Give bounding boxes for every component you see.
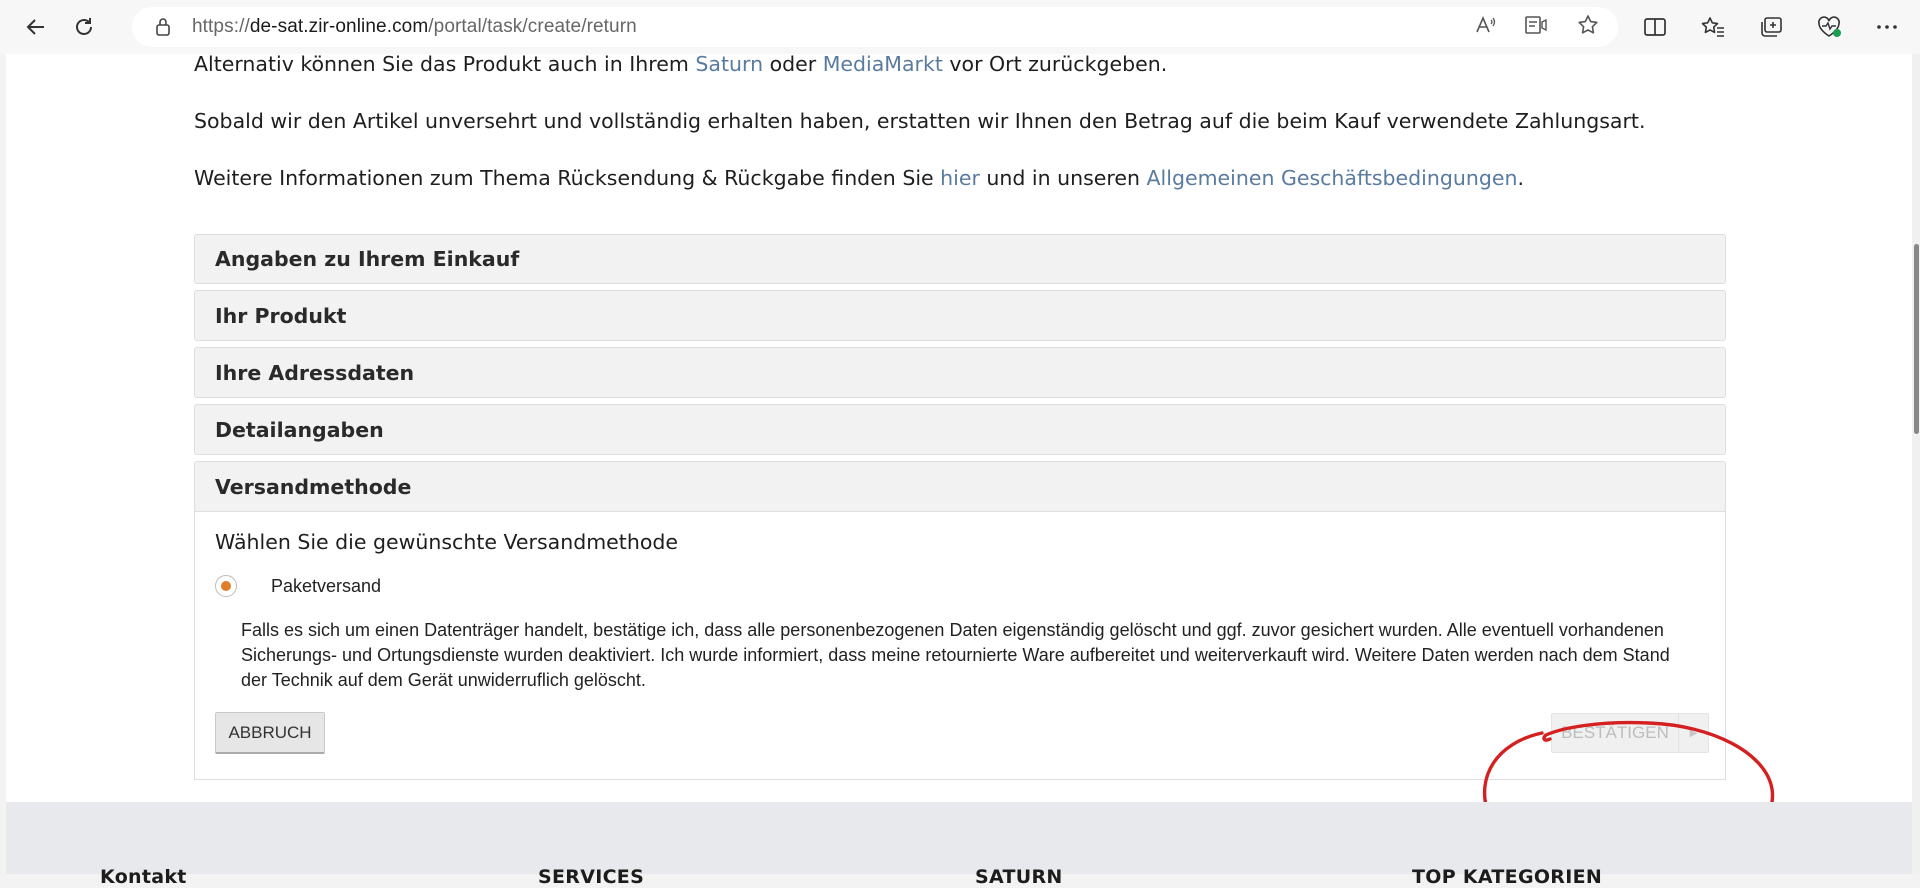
- data-carrier-disclaimer: Falls es sich um einen Datenträger handelt, bestätige ich, dass alle personenbezogenen Daten eigenständig gelöscht und ggf. zuvor gesichert wurden. Alle eventuell vorhandenen Sicherungs- und Ortungsdienste wurden deaktiviert. Ich wurde informiert, dass meine retournierte Ware aufbereitet und weiterverkauft wird. Weitere Daten werden nach dem Stand der Technik auf dem Gerät unwiderruflich gelöscht.: [241, 620, 1670, 690]
- section-title: Angaben zu Ihrem Einkauf: [215, 247, 520, 271]
- intro-text: und in unseren: [979, 166, 1147, 190]
- section-details[interactable]: [194, 404, 1726, 455]
- play-arrow-icon: ▶: [1689, 727, 1698, 739]
- intro-line-refund: Sobald wir den Artikel unversehrt und vollständig erhalten haben, erstatten wir Ihnen den Betrag auf die beim Kauf verwendete Zahlungsart.: [194, 109, 1646, 133]
- intro-text: Alternativ können Sie das Produkt auch in Ihrem: [194, 52, 696, 76]
- saturn-link[interactable]: Saturn: [695, 52, 764, 76]
- confirm-button-label: BESTÄTIGEN: [1561, 723, 1669, 742]
- intro-text: .: [1517, 166, 1525, 190]
- paketversand-label[interactable]: Paketversand: [271, 576, 382, 596]
- intro-line-more-info: [194, 166, 1524, 190]
- shipping-method-panel: [194, 512, 1726, 780]
- radio-selected-dot: [221, 581, 231, 591]
- intro-text: vor Ort zurückgeben.: [942, 52, 1168, 76]
- intro-text: Weitere Informationen zum Thema Rücksendung & Rückgabe finden Sie: [194, 166, 941, 190]
- section-title: Detailangaben: [215, 417, 384, 442]
- section-shipping-method[interactable]: [194, 461, 1726, 512]
- cancel-button[interactable]: ABBRUCH: [215, 712, 325, 754]
- page-viewport: [6, 52, 1914, 888]
- confirm-button[interactable]: [1551, 713, 1709, 753]
- mediamarkt-link[interactable]: MediaMarkt: [822, 52, 943, 76]
- site-footer: [6, 802, 1914, 888]
- info-here-link[interactable]: hier: [940, 166, 980, 190]
- back-icon[interactable]: [14, 5, 58, 49]
- intro-line-store-return: [194, 52, 1167, 76]
- shipping-prompt: Wählen Sie die gewünschte Versandmethode: [215, 530, 678, 554]
- section-title: Versandmethode: [215, 474, 412, 499]
- browser-toolbar: [0, 0, 1920, 54]
- url-prefix: https://: [192, 16, 250, 37]
- reload-icon[interactable]: [62, 5, 106, 49]
- page-scrollbar[interactable]: [1912, 54, 1920, 874]
- favorite-star-icon[interactable]: [1576, 13, 1600, 41]
- read-aloud-icon[interactable]: [1474, 14, 1496, 40]
- url-text[interactable]: [192, 16, 637, 38]
- collections-icon[interactable]: [1754, 10, 1788, 44]
- address-bar[interactable]: [132, 7, 1618, 47]
- section-purchase-details[interactable]: [194, 234, 1726, 284]
- browser-essentials-icon[interactable]: [1812, 10, 1846, 44]
- footer-heading-top-categories: TOP KATEGORIEN: [1412, 866, 1603, 888]
- section-address[interactable]: [194, 347, 1726, 398]
- section-title: Ihr Produkt: [215, 303, 347, 328]
- terms-link[interactable]: Allgemeinen Geschäftsbedingungen: [1146, 166, 1518, 190]
- footer-heading-kontakt: Kontakt: [100, 866, 187, 888]
- footer-heading-saturn: SATURN: [975, 866, 1063, 888]
- immersive-reader-icon[interactable]: [1524, 14, 1548, 40]
- favorites-icon[interactable]: [1696, 10, 1730, 44]
- section-title: Ihre Adressdaten: [215, 360, 415, 385]
- split-screen-icon[interactable]: [1638, 10, 1672, 44]
- url-path: /portal/task/create/return: [428, 16, 637, 37]
- paketversand-radio[interactable]: [215, 575, 237, 597]
- url-host: de-sat.zir-online.com: [249, 16, 429, 37]
- section-product[interactable]: [194, 290, 1726, 341]
- lock-icon[interactable]: [152, 17, 174, 37]
- more-icon[interactable]: [1870, 10, 1904, 44]
- scrollbar-thumb[interactable]: [1914, 244, 1919, 434]
- intro-text: oder: [763, 52, 823, 76]
- footer-heading-services: SERVICES: [538, 866, 645, 888]
